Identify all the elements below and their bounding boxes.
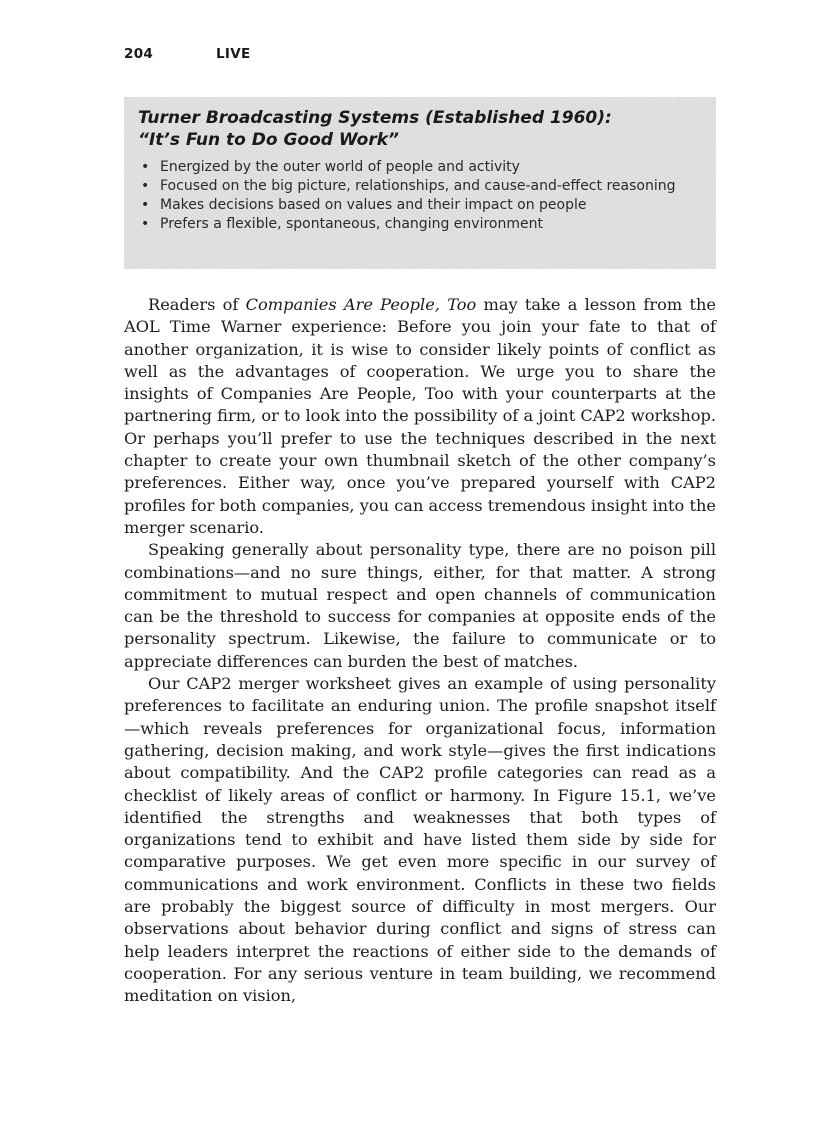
paragraph-1-text: may take a lesson from the AOL Time Warner experience: Before you join your fate to that of another organization, it is wise to consider likely points of conflict as well as the advantages of cooperation. We urge you to share the insights of Companies Are People, Too with your counterparts at the partnering firm, or to look into the possibility of a joint CAP2 workshop. Or perhaps you’ll prefer to use the techniques described in the next chapter to create your own thumbnail sketch of the other company’s preferences. Either way, once you’ve prepared yourself with CAP2 profiles for both companies, you can access tremendous insight into the merger scenario. — [124, 295, 717, 537]
bullet-text: Energized by the outer world of people and activity — [160, 159, 520, 175]
bullet-icon: • — [141, 197, 150, 213]
running-title: LIVE — [216, 46, 251, 62]
company-profile-sidebar — [124, 97, 716, 269]
paragraph-1 — [124, 294, 716, 539]
running-header — [124, 46, 251, 62]
book-title: Companies Are People, Too — [245, 295, 477, 314]
sidebar-bullet-list — [138, 158, 702, 234]
body-text — [124, 294, 716, 1008]
sidebar-title-line-1: Turner Broadcasting Systems (Established 1960): — [138, 108, 612, 128]
page-number: 204 — [124, 46, 154, 62]
bullet-text: Focused on the big picture, relationships, and cause-and-effect reasoning — [160, 178, 676, 194]
bullet-text: Makes decisions based on values and their impact on people — [160, 197, 587, 213]
list-item — [138, 177, 702, 196]
sidebar-title — [138, 107, 702, 151]
list-item — [138, 158, 702, 177]
sidebar-title-line-2: “It’s Fun to Do Good Work” — [138, 130, 399, 150]
paragraph-2: Speaking generally about personality type, there are no poison pill combinations—and no sure things, either, for that matter. A strong commitment to mutual respect and open channels of communication can be the threshold to success for companies at opposite ends of the personality spectrum. Likewise, the failure to communicate or to appreciate differences can burden the best of matches. — [124, 540, 716, 671]
bullet-icon: • — [141, 216, 150, 232]
bullet-text: Prefers a flexible, spontaneous, changing environment — [160, 216, 543, 232]
paragraph-1-intro: Readers of — [148, 295, 246, 314]
paragraph-3: Our CAP2 merger worksheet gives an example of using personality preferences to facilitate an enduring union. The profile snapshot itself—which reveals preferences for organizational focus, information gathering, decision making, and work style—gives the first indications about compatibility. And the CAP2 profile categories can read as a checklist of likely areas of conflict or harmony. In Figure 15.1, we’ve identified the strengths and weaknesses that both types of organizations tend to exhibit and have listed them side by side for comparative purposes. We get even more specific in our survey of communications and work environment. Conflicts in these two fields are probably the biggest source of difficulty in most mergers. Our observations about behavior during conflict and signs of stress can help leaders interpret the reactions of either side to the demands of cooperation. For any serious venture in team building, we recommend meditation on vision, — [124, 674, 716, 1006]
list-item — [138, 196, 702, 215]
bullet-icon: • — [141, 178, 150, 194]
list-item — [138, 215, 702, 234]
bullet-icon: • — [141, 159, 150, 175]
